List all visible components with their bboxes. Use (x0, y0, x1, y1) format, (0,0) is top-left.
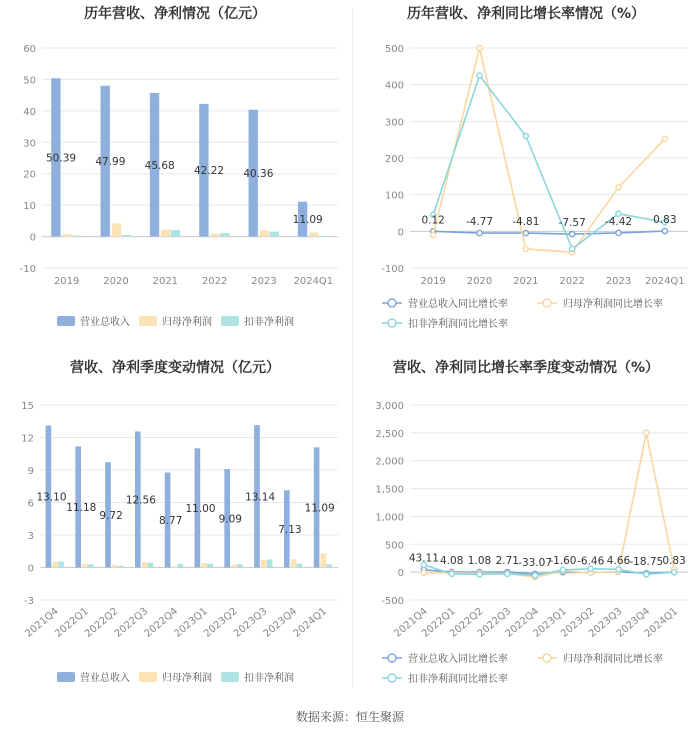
x-tick-label: 2021Q4 (392, 605, 430, 640)
bar-deducted-profit (207, 564, 213, 568)
y-tick-label: 3,000 (375, 401, 404, 412)
legend-label: 营业总收入同比增长率 (408, 299, 508, 310)
y-tick-label: 300 (384, 117, 404, 129)
legend-label: 归母净利润 (162, 317, 212, 328)
line-point-deducted-profit (505, 571, 510, 576)
line-point-deducted-profit (616, 567, 621, 572)
y-tick-label: 0 (27, 563, 34, 575)
y-tick-label: 30 (23, 138, 36, 150)
line-point-net-profit (644, 430, 649, 435)
bar-deducted-profit (270, 232, 279, 237)
y-tick-label: 3 (27, 531, 34, 542)
bar-deducted-profit (297, 564, 303, 568)
x-tick-label: 2023Q4 (261, 605, 300, 640)
x-tick-label: 2023Q2 (202, 605, 240, 640)
line-point-deducted-profit (477, 572, 482, 577)
bar-deducted-profit (88, 564, 94, 567)
bar-deducted-profit (237, 564, 243, 567)
bar-net-profit (161, 230, 170, 237)
line-data-label: 1.08 (467, 555, 492, 568)
x-tick-label: 2024Q1 (293, 276, 334, 287)
legend-marker (543, 654, 551, 662)
line-point-deducted-profit (672, 570, 677, 575)
y-tick-label: -3 (24, 596, 34, 607)
y-tick-label: 20 (23, 169, 36, 181)
x-tick-label: 2023Q3 (586, 605, 625, 640)
bar-data-label: 50.39 (46, 152, 77, 165)
legend-swatch (221, 316, 239, 326)
bar-data-label: 11.09 (292, 214, 323, 227)
y-tick-label: 2,500 (375, 428, 404, 440)
y-tick-label: 9 (27, 466, 34, 477)
legend-label: 营业总收入 (80, 317, 130, 328)
y-tick-label: 50 (23, 75, 36, 87)
bar-deducted-profit (220, 233, 229, 236)
line-point-revenue (570, 232, 575, 237)
line-point-net-profit (523, 246, 528, 251)
chart-legend (57, 671, 294, 684)
y-tick-label: 200 (384, 154, 404, 165)
line-point-net-profit (431, 232, 436, 237)
bar-net-profit (201, 563, 207, 567)
bar-net-profit (62, 234, 71, 237)
bar-net-profit (112, 565, 118, 568)
chart-title: 营收、净利季度变动情况（亿元） (70, 360, 280, 376)
x-tick-label: 2022Q1 (53, 605, 91, 640)
line-point-deducted-profit (477, 73, 482, 78)
chart-title: 历年营收、净利同比增长率情况（%） (406, 6, 646, 22)
chart-svg (0, 350, 350, 700)
chart-svg (0, 0, 350, 345)
y-tick-label: 1,000 (375, 512, 404, 524)
legend-swatch (57, 672, 75, 682)
chart-title: 历年营收、净利情况（亿元） (84, 6, 266, 22)
line-point-net-profit (662, 136, 667, 141)
line-data-label: -7.57 (558, 217, 586, 230)
bar-net-profit (112, 223, 121, 236)
x-tick-label: 2023Q1 (172, 605, 210, 640)
line-point-net-profit (421, 570, 426, 575)
bar-data-label: 12.56 (125, 494, 156, 507)
x-tick-label: 2021 (513, 276, 539, 287)
bar-net-profit (210, 234, 219, 237)
line-point-net-profit (616, 185, 621, 190)
bar-data-label: 9.09 (218, 513, 242, 526)
legend-swatch (139, 672, 157, 682)
legend-label: 归母净利润同比增长率 (563, 654, 663, 665)
bar-deducted-profit (58, 562, 64, 568)
line-point-deducted-profit (570, 246, 575, 251)
line-data-label: 4.66 (606, 554, 631, 567)
bar-data-label: 42.22 (194, 165, 225, 178)
chart-legend (382, 297, 663, 330)
line-data-label: -4.42 (604, 215, 633, 228)
y-tick-label: 100 (384, 190, 404, 202)
y-tick-label: 40 (23, 106, 36, 118)
line-data-label: -33.07 (518, 556, 553, 569)
legend-label: 营业总收入 (80, 673, 130, 684)
line-data-label: 0.83 (653, 214, 677, 227)
chart-svg (352, 350, 700, 700)
legend-marker (388, 674, 396, 682)
y-tick-label: -10 (19, 264, 36, 275)
bar-data-label: 11.18 (66, 501, 97, 514)
bar-net-profit (142, 562, 148, 567)
bar-deducted-profit (148, 563, 154, 568)
bar-data-label: 13.10 (36, 491, 67, 504)
x-tick-label: 2020 (103, 276, 129, 287)
x-tick-label: 2019 (420, 276, 446, 287)
bar-deducted-profit (118, 566, 124, 568)
x-tick-label: 2023Q3 (231, 605, 270, 640)
x-tick-label: 2022Q4 (142, 605, 181, 640)
x-tick-label: 2022Q2 (447, 605, 486, 640)
legend-label: 营业总收入同比增长率 (408, 654, 508, 665)
x-tick-label: 2024Q1 (642, 605, 681, 640)
y-tick-label: 10 (23, 201, 36, 213)
bar-net-profit (231, 565, 237, 568)
x-tick-label: 2022Q2 (82, 605, 121, 640)
legend-label: 扣非净利润 (244, 673, 294, 684)
x-tick-label: 2022Q1 (420, 605, 458, 640)
line-data-label: -4.77 (465, 216, 494, 229)
x-tick-label: 2019 (53, 276, 80, 287)
bar-data-label: 45.68 (144, 159, 175, 172)
bar-deducted-profit (326, 564, 332, 567)
quarterly-revenue-profit-chart (0, 350, 350, 700)
x-tick-label: 2023Q4 (614, 605, 653, 640)
legend-marker (388, 319, 396, 327)
bar-net-profit (172, 566, 178, 567)
bar-data-label: 8.77 (159, 514, 183, 527)
chart-legend (382, 652, 663, 685)
chart-legend (57, 315, 294, 328)
bar-data-label: 13.14 (245, 491, 276, 504)
y-tick-label: 500 (384, 540, 404, 552)
bar-deducted-profit (319, 236, 328, 237)
legend-marker (543, 299, 551, 307)
line-data-label: 4.08 (440, 554, 464, 567)
line-point-net-profit (477, 45, 482, 50)
x-tick-label: 2022Q3 (475, 605, 514, 640)
legend-label: 归母净利润 (162, 673, 212, 684)
bar-net-profit (260, 230, 269, 236)
legend-label: 扣非净利润 (244, 317, 294, 328)
line-point-deducted-profit (533, 573, 538, 578)
bar-deducted-profit (171, 230, 180, 237)
y-tick-label: 6 (27, 498, 34, 510)
annual-revenue-profit-chart (0, 0, 350, 345)
line-data-label: 43.11 (408, 552, 439, 565)
y-tick-label: 60 (23, 44, 36, 55)
y-tick-label: -500 (381, 596, 404, 607)
bar-net-profit (321, 553, 327, 567)
x-tick-label: 2022Q4 (503, 605, 542, 640)
chart-svg (352, 0, 700, 345)
bar-net-profit (261, 560, 267, 568)
legend-marker (388, 654, 396, 662)
y-tick-label: 0 (397, 227, 404, 239)
x-tick-label: 2024Q1 (644, 276, 685, 287)
bar-deducted-profit (267, 559, 273, 567)
bar-data-label: 9.72 (99, 509, 123, 522)
bar-data-label: 11.00 (185, 502, 216, 515)
line-data-label: -1.60 (549, 555, 577, 568)
legend-label: 扣非净利润同比增长率 (408, 319, 508, 330)
bar-data-label: 7.13 (278, 523, 302, 536)
x-tick-label: 2023 (605, 276, 632, 287)
line-data-label: -4.81 (512, 216, 540, 229)
bar-deducted-profit (177, 564, 183, 568)
y-tick-label: 1,500 (375, 484, 404, 496)
y-tick-label: -100 (381, 264, 404, 275)
x-tick-label: 2023Q1 (531, 605, 569, 640)
quarterly-growth-rate-chart (352, 350, 700, 700)
x-tick-label: 2022Q3 (112, 605, 151, 640)
line-point-deducted-profit (560, 567, 565, 572)
line-data-label: 2.71 (495, 554, 519, 567)
line-point-revenue (477, 230, 482, 235)
bar-deducted-profit (122, 235, 131, 237)
legend-label: 扣非净利润同比增长率 (408, 674, 508, 685)
line-point-revenue (662, 228, 667, 233)
line-data-label: -6.46 (577, 555, 605, 568)
legend-swatch (139, 316, 157, 326)
x-tick-label: 2023 (251, 276, 277, 287)
x-tick-label: 2023Q2 (559, 605, 597, 640)
x-tick-label: 2021Q4 (23, 605, 61, 640)
line-point-deducted-profit (523, 133, 528, 138)
bar-deducted-profit (72, 236, 81, 237)
x-tick-label: 2022 (559, 276, 585, 287)
line-data-label: 0.12 (421, 214, 445, 227)
bar-net-profit (309, 232, 318, 236)
legend-marker (388, 299, 396, 307)
line-data-label: -18.75 (629, 556, 664, 569)
bar-data-label: 40.36 (243, 168, 274, 181)
bar-data-label: 47.99 (95, 156, 126, 169)
x-tick-label: 2024Q1 (291, 605, 330, 640)
bar-net-profit (52, 562, 58, 567)
y-tick-label: 2,000 (375, 456, 404, 468)
data-source-footer: 数据来源：恒生聚源 (295, 710, 404, 724)
legend-swatch (57, 316, 75, 326)
line-point-revenue (616, 230, 621, 235)
line-point-deducted-profit (644, 572, 649, 577)
y-tick-label: 12 (21, 433, 34, 445)
bar-data-label: 11.09 (304, 502, 335, 515)
y-tick-label: 500 (384, 44, 404, 55)
chart-title: 营收、净利同比增长率季度变动情况（%） (392, 360, 660, 376)
bar-net-profit (82, 564, 88, 568)
line-point-revenue (523, 230, 528, 235)
x-tick-label: 2020 (466, 276, 493, 287)
y-tick-label: 15 (21, 401, 34, 412)
x-tick-label: 2021 (152, 276, 179, 287)
x-tick-label: 2022 (201, 276, 228, 287)
bar-net-profit (291, 559, 297, 567)
legend-label: 归母净利润同比增长率 (563, 299, 663, 310)
y-tick-label: 0 (397, 568, 404, 580)
legend-swatch (221, 672, 239, 682)
line-point-deducted-profit (449, 571, 454, 576)
annual-growth-rate-chart (352, 0, 700, 345)
y-tick-label: 400 (384, 80, 404, 92)
y-tick-label: 0 (29, 232, 36, 244)
line-data-label: 0.83 (662, 555, 686, 568)
